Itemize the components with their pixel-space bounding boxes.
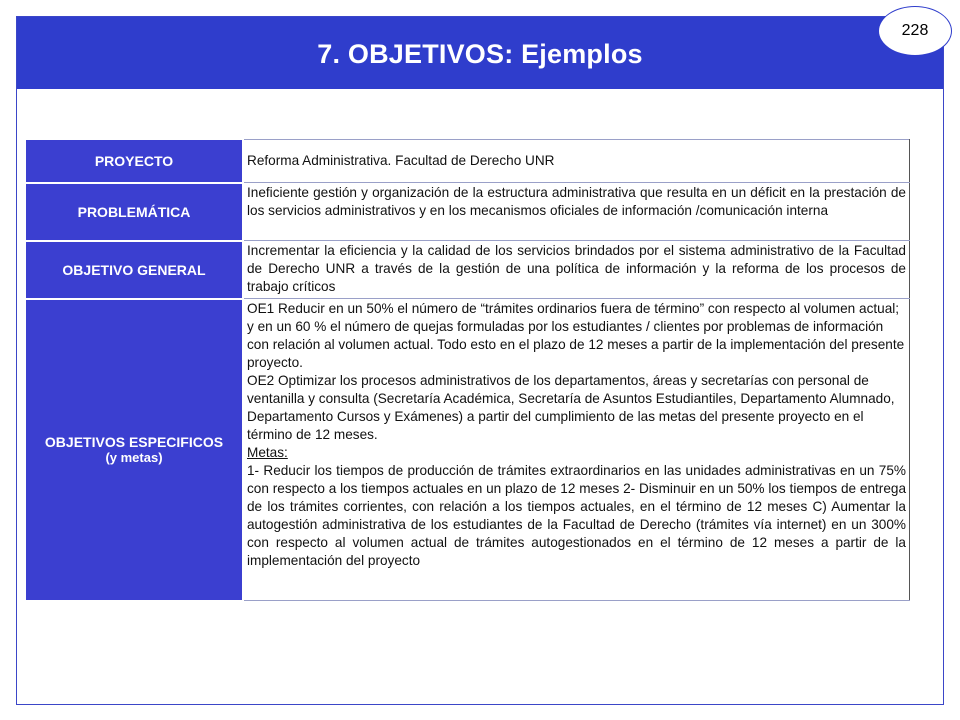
row-label-objetivo-general: OBJETIVO GENERAL [26,241,243,299]
metas-label: Metas: [247,445,288,460]
row-value-objetivo-general: Incrementar la eficiencia y la calidad de los servicios brindados por el sistema administrativo de la Facultad de Derecho UNR a través de la gestión de una política de información y la reforma de los procesos de trabajo críticos [243,241,910,299]
table-row-objetivos-especificos [26,299,910,601]
row-label-proyecto: PROYECTO [26,140,243,183]
oe2-text: OE2 Optimizar los procesos administrativos de los departamentos, áreas y secretarías con personal de ventanilla y consulta (Secretaría Académica, Secretaría de Asuntos Estudiantiles, Departamento Alumnado, Departamento Cursos y Exámenes) a partir del cumplimiento de las metas del presente proyecto en el término de 12 meses. [247,373,895,442]
oe1-text: OE1 Reducir en un 50% el número de “trámites ordinarios fuera de término” con respecto al volumen actual; y en un 60 % el número de quejas formuladas por los estudiantes / clientes por problemas de información con relación al volumen actual. Todo esto en el plazo de 12 meses a partir de la implementación del presente proyecto. [247,301,905,370]
table-row-proyecto [26,140,910,183]
objetivos-especificos-title: OBJETIVOS ESPECIFICOS [44,434,224,450]
row-label-problematica: PROBLEMÁTICA [26,183,243,241]
slide-header [17,17,943,89]
slide-title: 7. OBJETIVOS: Ejemplos [317,39,643,69]
page-number-badge: 228 [878,6,952,56]
table-row-problematica [26,183,910,241]
metas-text: 1- Reducir los tiempos de producción de trámites extraordinarios en las unidades administrativas en un 75% con respecto a los tiempos actuales en un plazo de 12 meses 2- Disminuir en un 50% los tiempos de entrega de los trámites corrientes, con relación a los tiempos actuales, en el término de 12 meses C) Aumentar la autogestión administrativa de los estudiantes de la Facultad de Derecho (trámites vía internet) en un 300% con respecto al volumen actual de trámites autogestionados en el término de 12 meses a partir de la implementación del proyecto [247,463,906,568]
objectives-table [26,139,910,602]
row-value-proyecto: Reforma Administrativa. Facultad de Derecho UNR [243,140,910,183]
objetivos-especificos-sublabel: (y metas) [105,450,163,465]
row-value-objetivos-especificos [243,299,910,601]
row-label-objetivos-especificos [26,299,243,601]
table-row-objetivo-general [26,241,910,299]
row-value-problematica: Ineficiente gestión y organización de la estructura administrativa que resulta en un déficit en la prestación de los servicios administrativos y en los mecanismos oficiales de información /comunicación interna [243,183,910,241]
